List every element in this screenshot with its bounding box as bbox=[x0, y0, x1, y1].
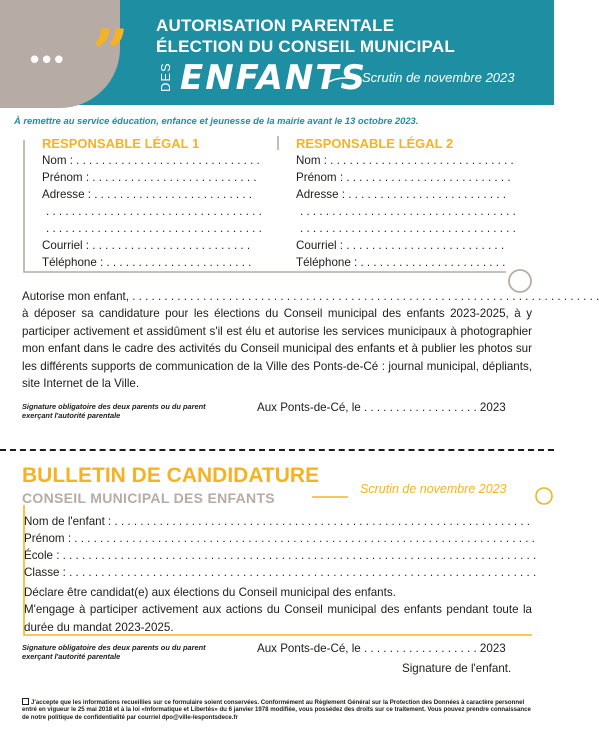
header-des: DES bbox=[158, 62, 173, 92]
child-prenom-field[interactable]: Prénom : . . . . . . . . . . . . . . . . . . . . . . . . . . . . . . . . . . . . . . . . . . . . . . . . . . . . . . . . . . . . . . . . . . . . . . . . bbox=[24, 532, 535, 545]
resp2-courriel-field[interactable]: Courriel : . . . . . . . . . . . . . . . . . . . . . . . . . bbox=[296, 239, 505, 252]
bulletin-title: BULLETIN DE CANDIDATURE bbox=[22, 464, 320, 487]
ellipsis-icon: ••• bbox=[30, 44, 67, 74]
resp1-adresse-line3[interactable]: . . . . . . . . . . . . . . . . . . . . . . . . . . . . . . . . . . bbox=[46, 222, 262, 235]
child-signature-label: Signature de l'enfant. bbox=[402, 662, 512, 675]
candidate-engagement: M'engage à participer activement aux actions du Conseil municipal des enfants pendant toute la durée du mandat 2023-2025. bbox=[24, 603, 532, 634]
header-title-line2: ÉLECTION DU CONSEIL MUNICIPAL bbox=[156, 37, 455, 56]
child-name-field[interactable]: Autorise mon enfant, . . . . . . . . . . . . . . . . . . . . . . . . . . . . . . . . . . . . . . . . . . . . . . . . . . . . . . . . . . . . . . . . . . . . . . . . . bbox=[22, 290, 599, 303]
responsable-1-title: RESPONSABLE LÉGAL 1 bbox=[42, 136, 200, 151]
quote-mark-icon: ” bbox=[92, 16, 129, 91]
resp2-prenom-field[interactable]: Prénom : . . . . . . . . . . . . . . . . . . . . . . . . . . bbox=[296, 171, 511, 184]
header-title-line1: AUTORISATION PARENTALE bbox=[156, 16, 395, 35]
resp2-adresse-line2[interactable]: . . . . . . . . . . . . . . . . . . . . . . . . . . . . . . . . . . bbox=[300, 205, 516, 218]
child-ecole-field[interactable]: École : . . . . . . . . . . . . . . . . . . . . . . . . . . . . . . . . . . . . . . . . . . . . . . . . . . . . . . . . . . . . . . . . . . . . . . . . . . bbox=[24, 549, 537, 562]
header-scrutin: Scrutin de novembre 2023 bbox=[362, 70, 515, 85]
responsable-2-title: RESPONSABLE LÉGAL 2 bbox=[296, 136, 454, 151]
bulletin-place-date[interactable]: Aux Ponts-de-Cé, le . . . . . . . . . . . . . . . . . . 2023 bbox=[257, 642, 506, 655]
resp1-telephone-field[interactable]: Téléphone : . . . . . . . . . . . . . . . . . . . . . . . bbox=[42, 256, 252, 269]
resp2-nom-field[interactable]: Nom : . . . . . . . . . . . . . . . . . . . . . . . . . . . . . bbox=[296, 154, 514, 167]
header-enfants: ENFANTS bbox=[180, 58, 367, 98]
resp1-courriel-field[interactable]: Courriel : . . . . . . . . . . . . . . . . . . . . . . . . . bbox=[42, 239, 251, 252]
gdpr-text: J'accepte que les informations recueillies sur ce formulaire soient conservées. Conformément au Règlement Général sur la Protection des Données à caractère personnel entré en vigueur le 25 mai 2018 et à la loi «Informatique et Libertés» du 6 janvier 1978 modifiée, vous possédez des droits sur ce traitement. Vous pouvez prendre connaissance de notre politique de confidentialité par courriel dpo@ville-lespontsdece.fr bbox=[22, 699, 531, 721]
bulletin-parent-signature-note: Signature obligatoire des deux parents ou du parent exerçant l'autorité parentale bbox=[22, 643, 206, 661]
resp1-nom-field[interactable]: Nom : . . . . . . . . . . . . . . . . . . . . . . . . . . . . . bbox=[42, 154, 260, 167]
child-classe-field[interactable]: Classe : . . . . . . . . . . . . . . . . . . . . . . . . . . . . . . . . . . . . . . . . . . . . . . . . . . . . . . . . . . . . . . . . . . . . . . . . . bbox=[24, 566, 537, 579]
resp2-adresse-line3[interactable]: . . . . . . . . . . . . . . . . . . . . . . . . . . . . . . . . . . bbox=[300, 222, 516, 235]
candidate-declaration: Déclare être candidat(e) aux élections du Conseil municipal des enfants. bbox=[24, 586, 396, 599]
parent-signature-note: Signature obligatoire des deux parents ou du parent exerçant l'autorité parentale bbox=[22, 402, 206, 420]
resp1-adresse-field[interactable]: Adresse : . . . . . . . . . . . . . . . . . . . . . . . . . bbox=[42, 188, 253, 201]
authorisation-text: à déposer sa candidature pour les élections du Conseil municipal des enfants 2023-2025, à y participer activement et assidûment s'il est élu et autorise les services municipaux à photographier mon enfant dans le cadre des activités du Conseil municipal des enfants et à publier les photos sur les différents supports de communication de la Ville des Ponts-de-Cé : journal municipal, dépliants, site Internet de la Ville. bbox=[22, 307, 532, 390]
resp2-telephone-field[interactable]: Téléphone : . . . . . . . . . . . . . . . . . . . . . . . bbox=[296, 256, 506, 269]
resp1-prenom-field[interactable]: Prénom : . . . . . . . . . . . . . . . . . . . . . . . . . . bbox=[42, 171, 257, 184]
child-nom-field[interactable]: Nom de l'enfant : . . . . . . . . . . . . . . . . . . . . . . . . . . . . . . . . . . . . . . . . . . . . . . . . . . . . . . . . . . . . . . . . . bbox=[24, 515, 531, 528]
consent-checkbox[interactable] bbox=[22, 698, 29, 705]
resp1-adresse-line2[interactable]: . . . . . . . . . . . . . . . . . . . . . . . . . . . . . . . . . . bbox=[46, 205, 262, 218]
gdpr-footnote bbox=[22, 698, 534, 721]
bulletin-subtitle: CONSEIL MUNICIPAL DES ENFANTS bbox=[22, 490, 275, 506]
resp2-adresse-field[interactable]: Adresse : . . . . . . . . . . . . . . . . . . . . . . . . . bbox=[296, 188, 507, 201]
bulletin-scrutin: Scrutin de novembre 2023 bbox=[360, 482, 507, 496]
return-notice: À remettre au service éducation, enfance et jeunesse de la mairie avant le 13 octobre 2023. bbox=[14, 115, 419, 126]
authorisation-place-date[interactable]: Aux Ponts-de-Cé, le . . . . . . . . . . . . . . . . . . 2023 bbox=[257, 401, 506, 414]
